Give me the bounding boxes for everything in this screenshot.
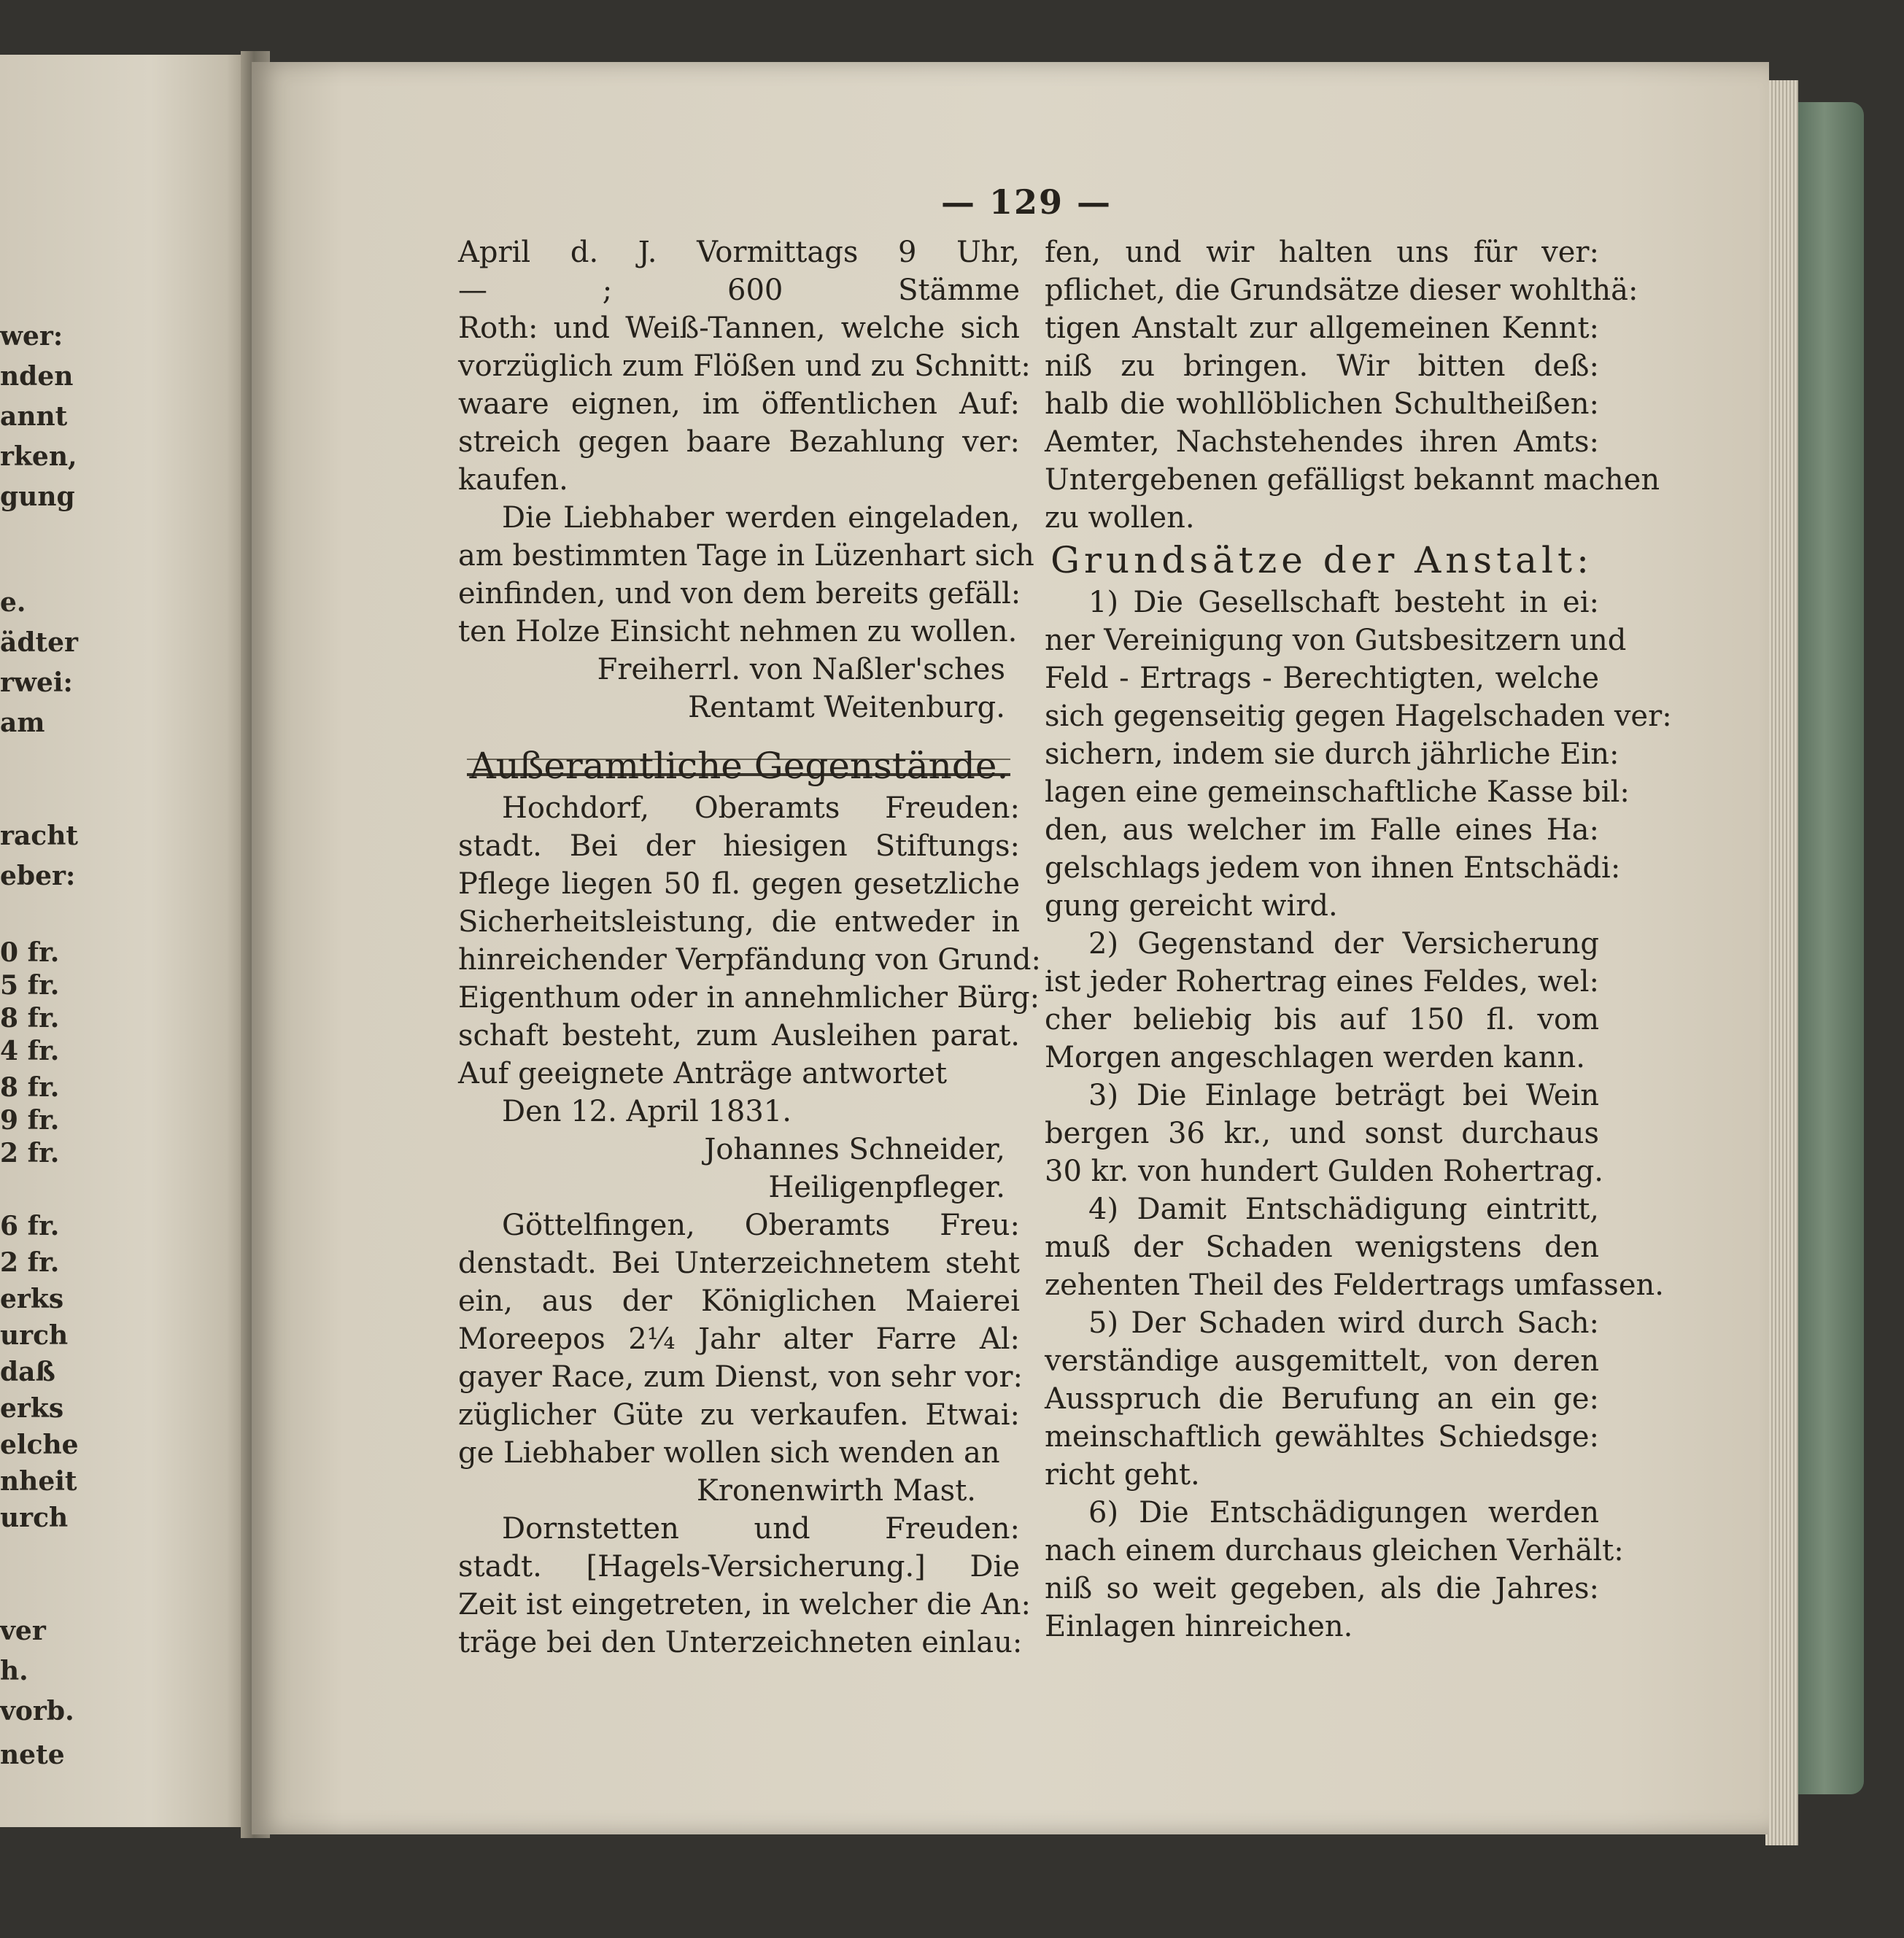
text-line: Aemter, Nachstehendes ihren Amts: xyxy=(1045,425,1599,459)
text-line: 30 kr. von hundert Gulden Rohertrag. xyxy=(1045,1155,1604,1188)
text-line: fen, und wir halten uns für ver: xyxy=(1045,236,1599,269)
text-line: Einlagen hinreichen. xyxy=(1045,1610,1353,1643)
text-line: tigen Anstalt zur allgemeinen Kennt: xyxy=(1045,311,1599,345)
text-line: einfinden, und von dem bereits gefäll: xyxy=(458,577,1021,611)
left-page-fragment: 9 fr. xyxy=(0,1105,60,1136)
text-line: Auf geeignete Anträge antwortet xyxy=(458,1057,948,1090)
text-line: Untergebenen gefälligst bekannt machen xyxy=(1045,463,1660,497)
text-line: Freiherrl. von Naßler'sches xyxy=(597,653,1005,686)
left-page-fragment: ver xyxy=(0,1616,46,1646)
left-page-fragment: 2 fr. xyxy=(0,1247,60,1278)
text-line: nach einem durchaus gleichen Verhält: xyxy=(1045,1534,1624,1567)
notice-date: Den 12. April 1831. xyxy=(502,1095,792,1128)
left-page-fragment: 5 fr. xyxy=(0,970,60,1001)
text-line: Feld - Ertrags - Berechtigten, welche xyxy=(1045,662,1599,695)
text-line: 3) Die Einlage beträgt bei Wein xyxy=(1088,1079,1599,1112)
text-line: streich gegen baare Bezahlung ver: xyxy=(458,425,1020,459)
left-page-fragment: ädter xyxy=(0,627,78,658)
page-number: — 129 — xyxy=(941,182,1112,222)
left-page-fragment: gung xyxy=(0,481,75,512)
page-edges xyxy=(1765,80,1798,1845)
left-page-fragment: 4 fr. xyxy=(0,1036,60,1066)
text-line: zu wollen. xyxy=(1045,501,1195,535)
text-line: lagen eine gemeinschaftliche Kasse bil: xyxy=(1045,775,1630,809)
text-line: ist jeder Rohertrag eines Feldes, wel: xyxy=(1045,965,1599,999)
text-line: sichern, indem sie durch jährliche Ein: xyxy=(1045,737,1619,771)
text-line: sich gegenseitig gegen Hagelschaden ver: xyxy=(1045,699,1672,733)
text-line: cher beliebig bis auf 150 fl. vom xyxy=(1045,1003,1599,1036)
text-line: — ; 600 Stämme xyxy=(458,274,1020,307)
text-line: Johannes Schneider, xyxy=(704,1133,1005,1166)
left-page-fragment: am xyxy=(0,708,45,738)
principle-item-6 xyxy=(1045,1494,1624,1646)
left-page-fragment: rwei: xyxy=(0,667,73,698)
paragraph-continuation xyxy=(1045,233,1660,537)
paragraph-dornstetten xyxy=(458,1510,1032,1662)
text-line: träge bei den Unterzeichneten einlau: xyxy=(458,1626,1023,1659)
text-line: am bestimmten Tage in Lüzenhart sich xyxy=(458,539,1034,573)
left-page-fragment: erks xyxy=(0,1393,64,1424)
text-line: stadt. Bei der hiesigen Stiftungs: xyxy=(458,829,1020,863)
text-line: Morgen angeschlagen werden kann. xyxy=(1045,1041,1585,1074)
left-page-fragment: daß xyxy=(0,1357,55,1387)
paragraph-auction-notice xyxy=(458,233,1031,499)
text-line: Eigenthum oder in annehmlicher Bürg: xyxy=(458,981,1040,1015)
principle-item-5 xyxy=(1045,1304,1599,1494)
text-line: vorzüglich zum Flößen und zu Schnitt: xyxy=(458,349,1031,383)
text-line: züglicher Güte zu verkaufen. Etwai: xyxy=(458,1398,1020,1432)
text-line: hinreichender Verpfändung von Grund: xyxy=(458,943,1041,977)
text-line: kaufen. xyxy=(458,463,568,497)
left-page-fragment: 6 fr. xyxy=(0,1211,60,1241)
text-line: halb die wohllöblichen Schultheißen: xyxy=(1045,387,1599,421)
text-line: Zeit ist eingetreten, in welcher die An: xyxy=(458,1588,1032,1621)
left-page-fragment: wer: xyxy=(0,321,63,352)
text-line: 2) Gegenstand der Versicherung xyxy=(1088,927,1599,961)
text-line: 5) Der Schaden wird durch Sach: xyxy=(1088,1306,1599,1340)
left-page-fragment: 2 fr. xyxy=(0,1138,60,1168)
principles-heading: Grundsätze der Anstalt: xyxy=(1050,539,1593,581)
text-line: bergen 36 kr., und sonst durchaus xyxy=(1045,1117,1599,1150)
left-page-fragment: e. xyxy=(0,587,26,618)
text-line: ner Vereinigung von Gutsbesitzern und xyxy=(1045,624,1627,657)
left-page-fragment: annt xyxy=(0,401,68,432)
text-line: niß so weit gegeben, als die Jahres: xyxy=(1045,1572,1599,1605)
signature-rentamt xyxy=(458,651,1020,726)
text-line: 1) Die Gesellschaft besteht in ei: xyxy=(1088,586,1599,619)
text-line: Roth: und Weiß-Tannen, welche sich xyxy=(458,311,1020,345)
text-line: ten Holze Einsicht nehmen zu wollen. xyxy=(458,615,1018,648)
text-line: verständige ausgemittelt, von deren xyxy=(1045,1344,1599,1378)
text-line: Pflege liegen 50 fl. gegen gesetzliche xyxy=(458,867,1020,901)
text-line: April d. J. Vormittags 9 Uhr, xyxy=(458,236,1020,269)
paragraph-invitation xyxy=(458,499,1034,651)
text-line: ein, aus der Königlichen Maierei xyxy=(458,1284,1020,1318)
left-page-fragment: h. xyxy=(0,1656,28,1686)
text-line: Ausspruch die Berufung an ein ge: xyxy=(1045,1382,1599,1416)
text-line: waare eignen, im öffentlichen Auf: xyxy=(458,387,1020,421)
text-line: gung gereicht wird. xyxy=(1045,889,1338,923)
text-line: meinschaftlich gewähltes Schiedsge: xyxy=(1045,1420,1599,1454)
principle-item-1 xyxy=(1045,584,1672,925)
text-line: 6) Die Entschädigungen werden xyxy=(1088,1496,1599,1530)
paragraph-goettelfingen xyxy=(458,1206,1023,1472)
text-line: Moreepos 2¼ Jahr alter Farre Al: xyxy=(458,1322,1020,1356)
text-line: gayer Race, zum Dienst, von sehr vor: xyxy=(458,1360,1023,1394)
text-line: zehenten Theil des Feldertrags umfassen. xyxy=(1045,1268,1664,1302)
left-page-fragment: 0 fr. xyxy=(0,937,60,968)
signature-schneider xyxy=(458,1131,1020,1206)
text-line: Göttelfingen, Oberamts Freu: xyxy=(502,1209,1020,1242)
left-page-fragment: 8 fr. xyxy=(0,1072,60,1103)
text-line: niß zu bringen. Wir bitten deß: xyxy=(1045,349,1599,383)
left-page-fragment: eber: xyxy=(0,861,76,891)
left-page-fragment: nete xyxy=(0,1740,65,1770)
text-line: den, aus welcher im Falle eines Ha: xyxy=(1045,813,1599,847)
text-line: Rentamt Weitenburg. xyxy=(688,691,1005,724)
text-line: Die Liebhaber werden eingeladen, xyxy=(502,501,1020,535)
principle-item-3 xyxy=(1045,1077,1604,1190)
left-facing-page xyxy=(0,55,252,1827)
text-column-right xyxy=(1045,233,1672,1646)
text-line: stadt. [Hagels-Versicherung.] Die xyxy=(458,1550,1020,1584)
text-line: muß der Schaden wenigstens den xyxy=(1045,1230,1599,1264)
left-page-fragment: racht xyxy=(0,821,79,851)
text-line: 4) Damit Entschädigung eintritt, xyxy=(1088,1193,1599,1226)
principle-item-2 xyxy=(1045,925,1599,1077)
text-line: schaft besteht, zum Ausleihen parat. xyxy=(458,1019,1020,1053)
text-column-left xyxy=(458,233,1041,1662)
left-page-fragment: nden xyxy=(0,361,74,392)
left-page-fragment: urch xyxy=(0,1320,69,1351)
left-page-fragment: rken, xyxy=(0,441,77,472)
text-line: Heiligenpfleger. xyxy=(768,1171,1005,1204)
text-line: Sicherheitsleistung, die entweder in xyxy=(458,905,1020,939)
text-line: Dornstetten und Freuden: xyxy=(502,1512,1020,1546)
left-page-fragment: vorb. xyxy=(0,1696,74,1726)
book-cover xyxy=(1798,102,1864,1794)
signature-mast: Kronenwirth Mast. xyxy=(696,1474,976,1508)
text-line: Hochdorf, Oberamts Freuden: xyxy=(502,791,1020,825)
left-page-fragment: elche xyxy=(0,1430,79,1460)
text-line: pflichet, die Grundsätze dieser wohlthä: xyxy=(1045,274,1638,307)
paragraph-hochdorf xyxy=(458,789,1041,1093)
left-page-fragment: 8 fr. xyxy=(0,1003,60,1034)
left-page-fragment: urch xyxy=(0,1503,69,1533)
principle-item-4 xyxy=(1045,1190,1664,1304)
text-line: denstadt. Bei Unterzeichnetem steht xyxy=(458,1247,1020,1280)
left-page-fragment: nheit xyxy=(0,1466,77,1497)
text-line: ge Liebhaber wollen sich wenden an xyxy=(458,1436,1000,1470)
section-heading: Außeramtliche Gegenstände. xyxy=(469,745,1009,787)
text-line: gelschlags jedem von ihnen Entschädi: xyxy=(1045,851,1621,885)
left-page-fragment: erks xyxy=(0,1284,64,1314)
text-line: richt geht. xyxy=(1045,1458,1200,1492)
